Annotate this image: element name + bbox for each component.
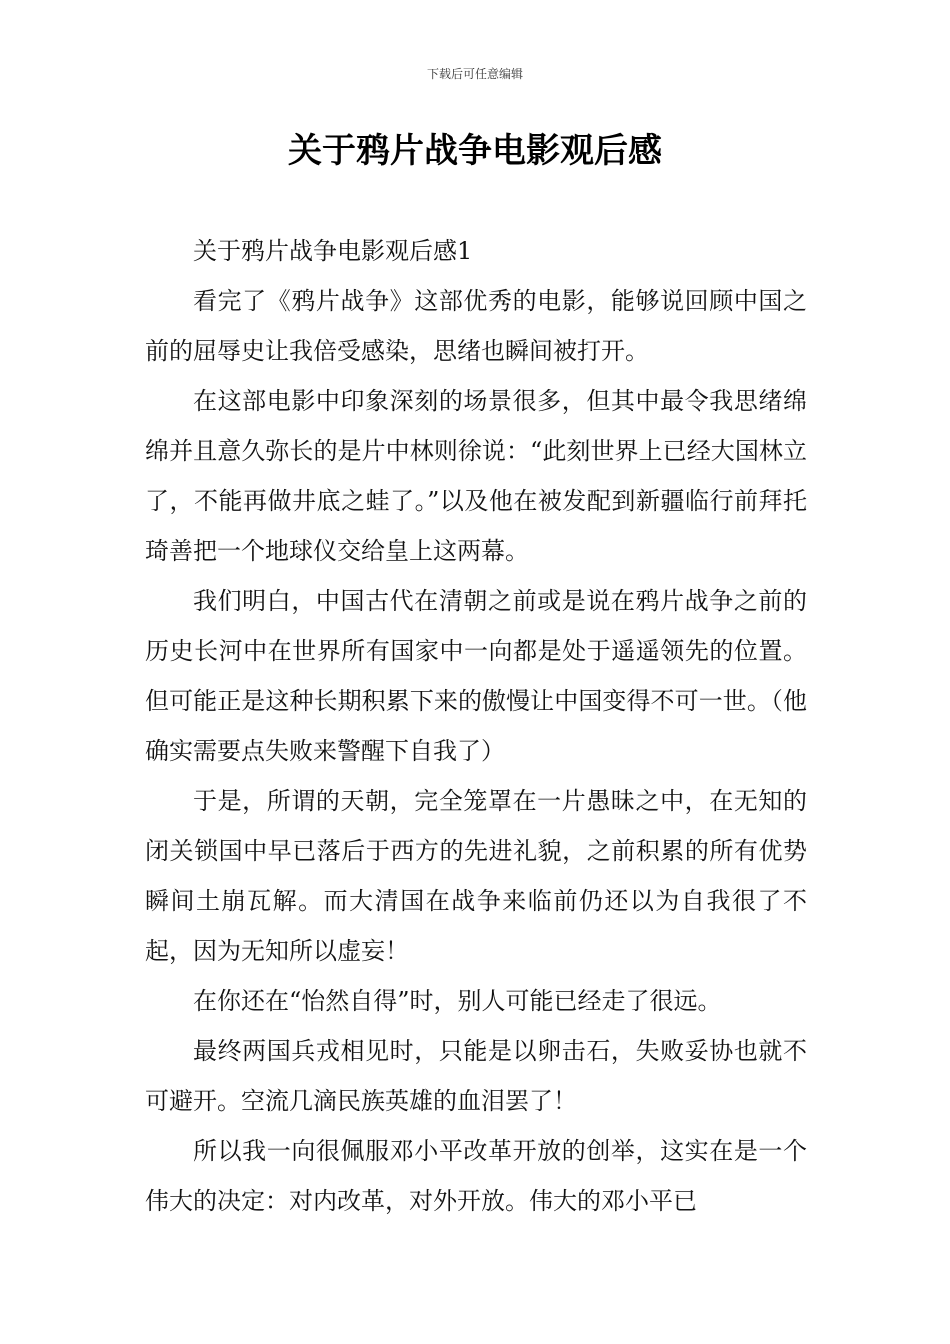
paragraph: 在你还在“怡然自得”时，别人可能已经走了很远。 <box>193 987 722 1015</box>
paragraph: 在这部电影中印象深刻的场景很多，但其中最令我思绪绵绵并且意久弥长的是片中林则徐说：“此刻世界上已经大国林立了，不能再做井底之蛙了。”以及他在被发配到新疆临行前拜托琦善把一个地球仪交给皇上这两幕。 <box>145 387 807 565</box>
document-title: 关于鸦片战争电影观后感 <box>288 131 662 171</box>
paragraph: 最终两国兵戎相见时，只能是以卵击石，失败妥协也就不可避开。空流几滴民族英雄的血泪罢了！ <box>145 1037 807 1115</box>
header-note: 下载后可任意编辑 <box>426 67 523 81</box>
paragraph: 于是，所谓的天朝，完全笼罩在一片愚昧之中，在无知的闭关锁国中早已落后于西方的先进礼貌，之前积累的所有优势瞬间土崩瓦解。而大清国在战争来临前仍还以为自我很了不起，因为无知所以虚妄！ <box>145 787 807 965</box>
paragraph: 所以我一向很佩服邓小平改革开放的创举，这实在是一个伟大的决定：对内改革，对外开放。伟大的邓小平已 <box>145 1137 807 1215</box>
section-heading: 关于鸦片战争电影观后感1 <box>193 237 473 265</box>
document-body <box>145 226 807 1226</box>
paragraph: 我们明白，中国古代在清朝之前或是说在鸦片战争之前的历史长河中在世界所有国家中一向都是处于遥遥领先的位置。但可能正是这种长期积累下来的傲慢让中国变得不可一世。（他确实需要点失败来警醒下自我了） <box>145 587 807 765</box>
paragraph: 看完了《鸦片战争》这部优秀的电影，能够说回顾中国之前的屈辱史让我倍受感染，思绪也瞬间被打开。 <box>145 287 807 365</box>
